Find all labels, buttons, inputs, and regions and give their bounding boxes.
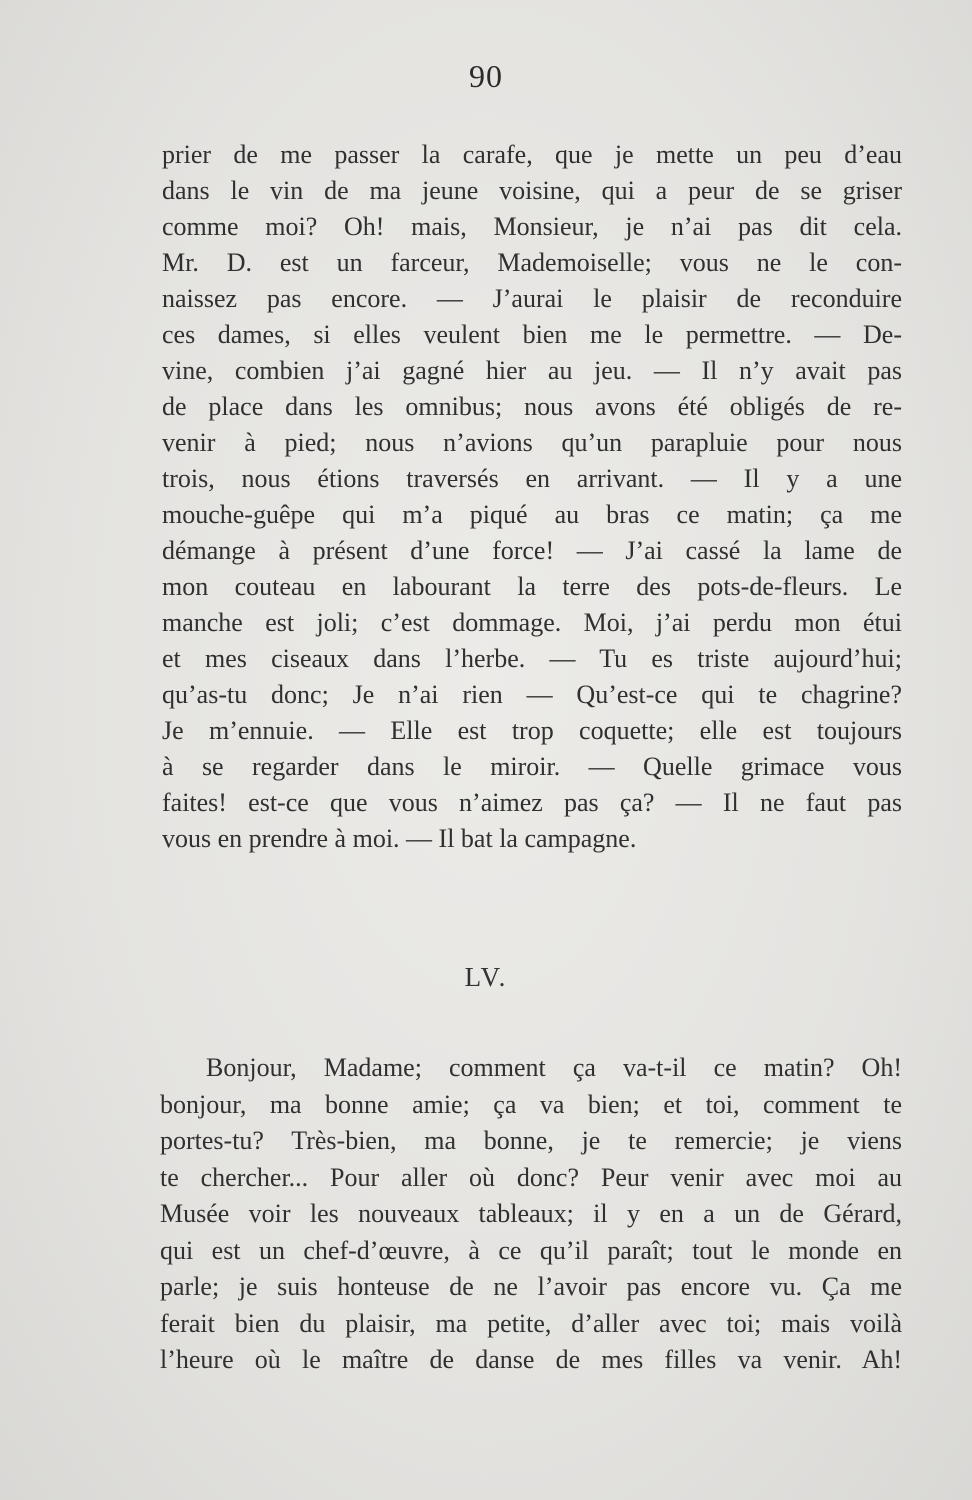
section-heading: LV. xyxy=(464,962,508,992)
text-line: qui est un chef-d’œuvre, à ce qu’il paraît; tout le monde en xyxy=(160,1235,902,1265)
text-line: qu’as-tu donc; Je n’ai rien — Qu’est-ce qui te chagrine? xyxy=(162,680,902,709)
text-line: vine, combien j’ai gagné hier au jeu. — Il n’y avait pas xyxy=(162,356,902,385)
paragraph-lv xyxy=(160,1050,902,1379)
text-line: vous en prendre à moi. — Il bat la campagne. xyxy=(162,824,637,853)
text-line: parle; je suis honteuse de ne l’avoir pas encore vu. Ça me xyxy=(160,1272,902,1301)
text-line: prier de me passer la carafe, que je mette un peu d’eau xyxy=(162,140,902,169)
text-line: ferait bien du plaisir, ma petite, d’aller avec toi; mais voilà xyxy=(160,1308,902,1338)
text-line: et mes ciseaux dans l’herbe. — Tu es triste aujourd’hui; xyxy=(162,644,902,673)
text-line: trois, nous étions traversés en arrivant. — Il y a une xyxy=(162,464,902,493)
text-line: faites! est-ce que vous n’aimez pas ça? — Il ne faut pas xyxy=(162,788,902,817)
text-line: Bonjour, Madame; comment ça va-t-il ce matin? Oh! xyxy=(206,1053,902,1082)
text-line: de place dans les omnibus; nous avons été obligés de re- xyxy=(162,392,902,421)
paragraph-dialogue xyxy=(162,137,902,857)
text-line: Je m’ennuie. — Elle est trop coquette; elle est toujours xyxy=(162,716,902,745)
text-line: venir à pied; nous n’avions qu’un parapluie pour nous xyxy=(162,428,902,457)
text-line: naissez pas encore. — J’aurai le plaisir de reconduire xyxy=(162,284,902,313)
text-line: l’heure où le maître de danse de mes filles va venir. Ah! xyxy=(160,1345,902,1374)
text-line: mon couteau en labourant la terre des pots-de-fleurs. Le xyxy=(162,572,902,601)
text-line: démange à présent d’une force! — J’ai cassé la lame de xyxy=(162,536,902,565)
text-line: portes-tu? Très-bien, ma bonne, je te remercie; je viens xyxy=(160,1126,902,1155)
page-number: 90 xyxy=(469,58,503,94)
text-line: manche est joli; c’est dommage. Moi, j’ai perdu mon étui xyxy=(162,608,902,637)
text-line: comme moi? Oh! mais, Monsieur, je n’ai pas dit cela. xyxy=(162,212,902,241)
text-line: à se regarder dans le miroir. — Quelle grimace vous xyxy=(162,752,902,781)
text-line: dans le vin de ma jeune voisine, qui a peur de se griser xyxy=(162,176,902,205)
text-line: bonjour, ma bonne amie; ça va bien; et toi, comment te xyxy=(160,1089,902,1119)
text-line: ces dames, si elles veulent bien me le permettre. — De- xyxy=(162,320,902,349)
text-line: Musée voir les nouveaux tableaux; il y en a un de Gérard, xyxy=(160,1199,902,1228)
text-line: mouche-guêpe qui m’a piqué au bras ce matin; ça me xyxy=(162,500,902,529)
text-line: te chercher... Pour aller où donc? Peur venir avec moi au xyxy=(160,1162,902,1192)
text-line: Mr. D. est un farceur, Mademoiselle; vous ne le con- xyxy=(162,248,902,277)
